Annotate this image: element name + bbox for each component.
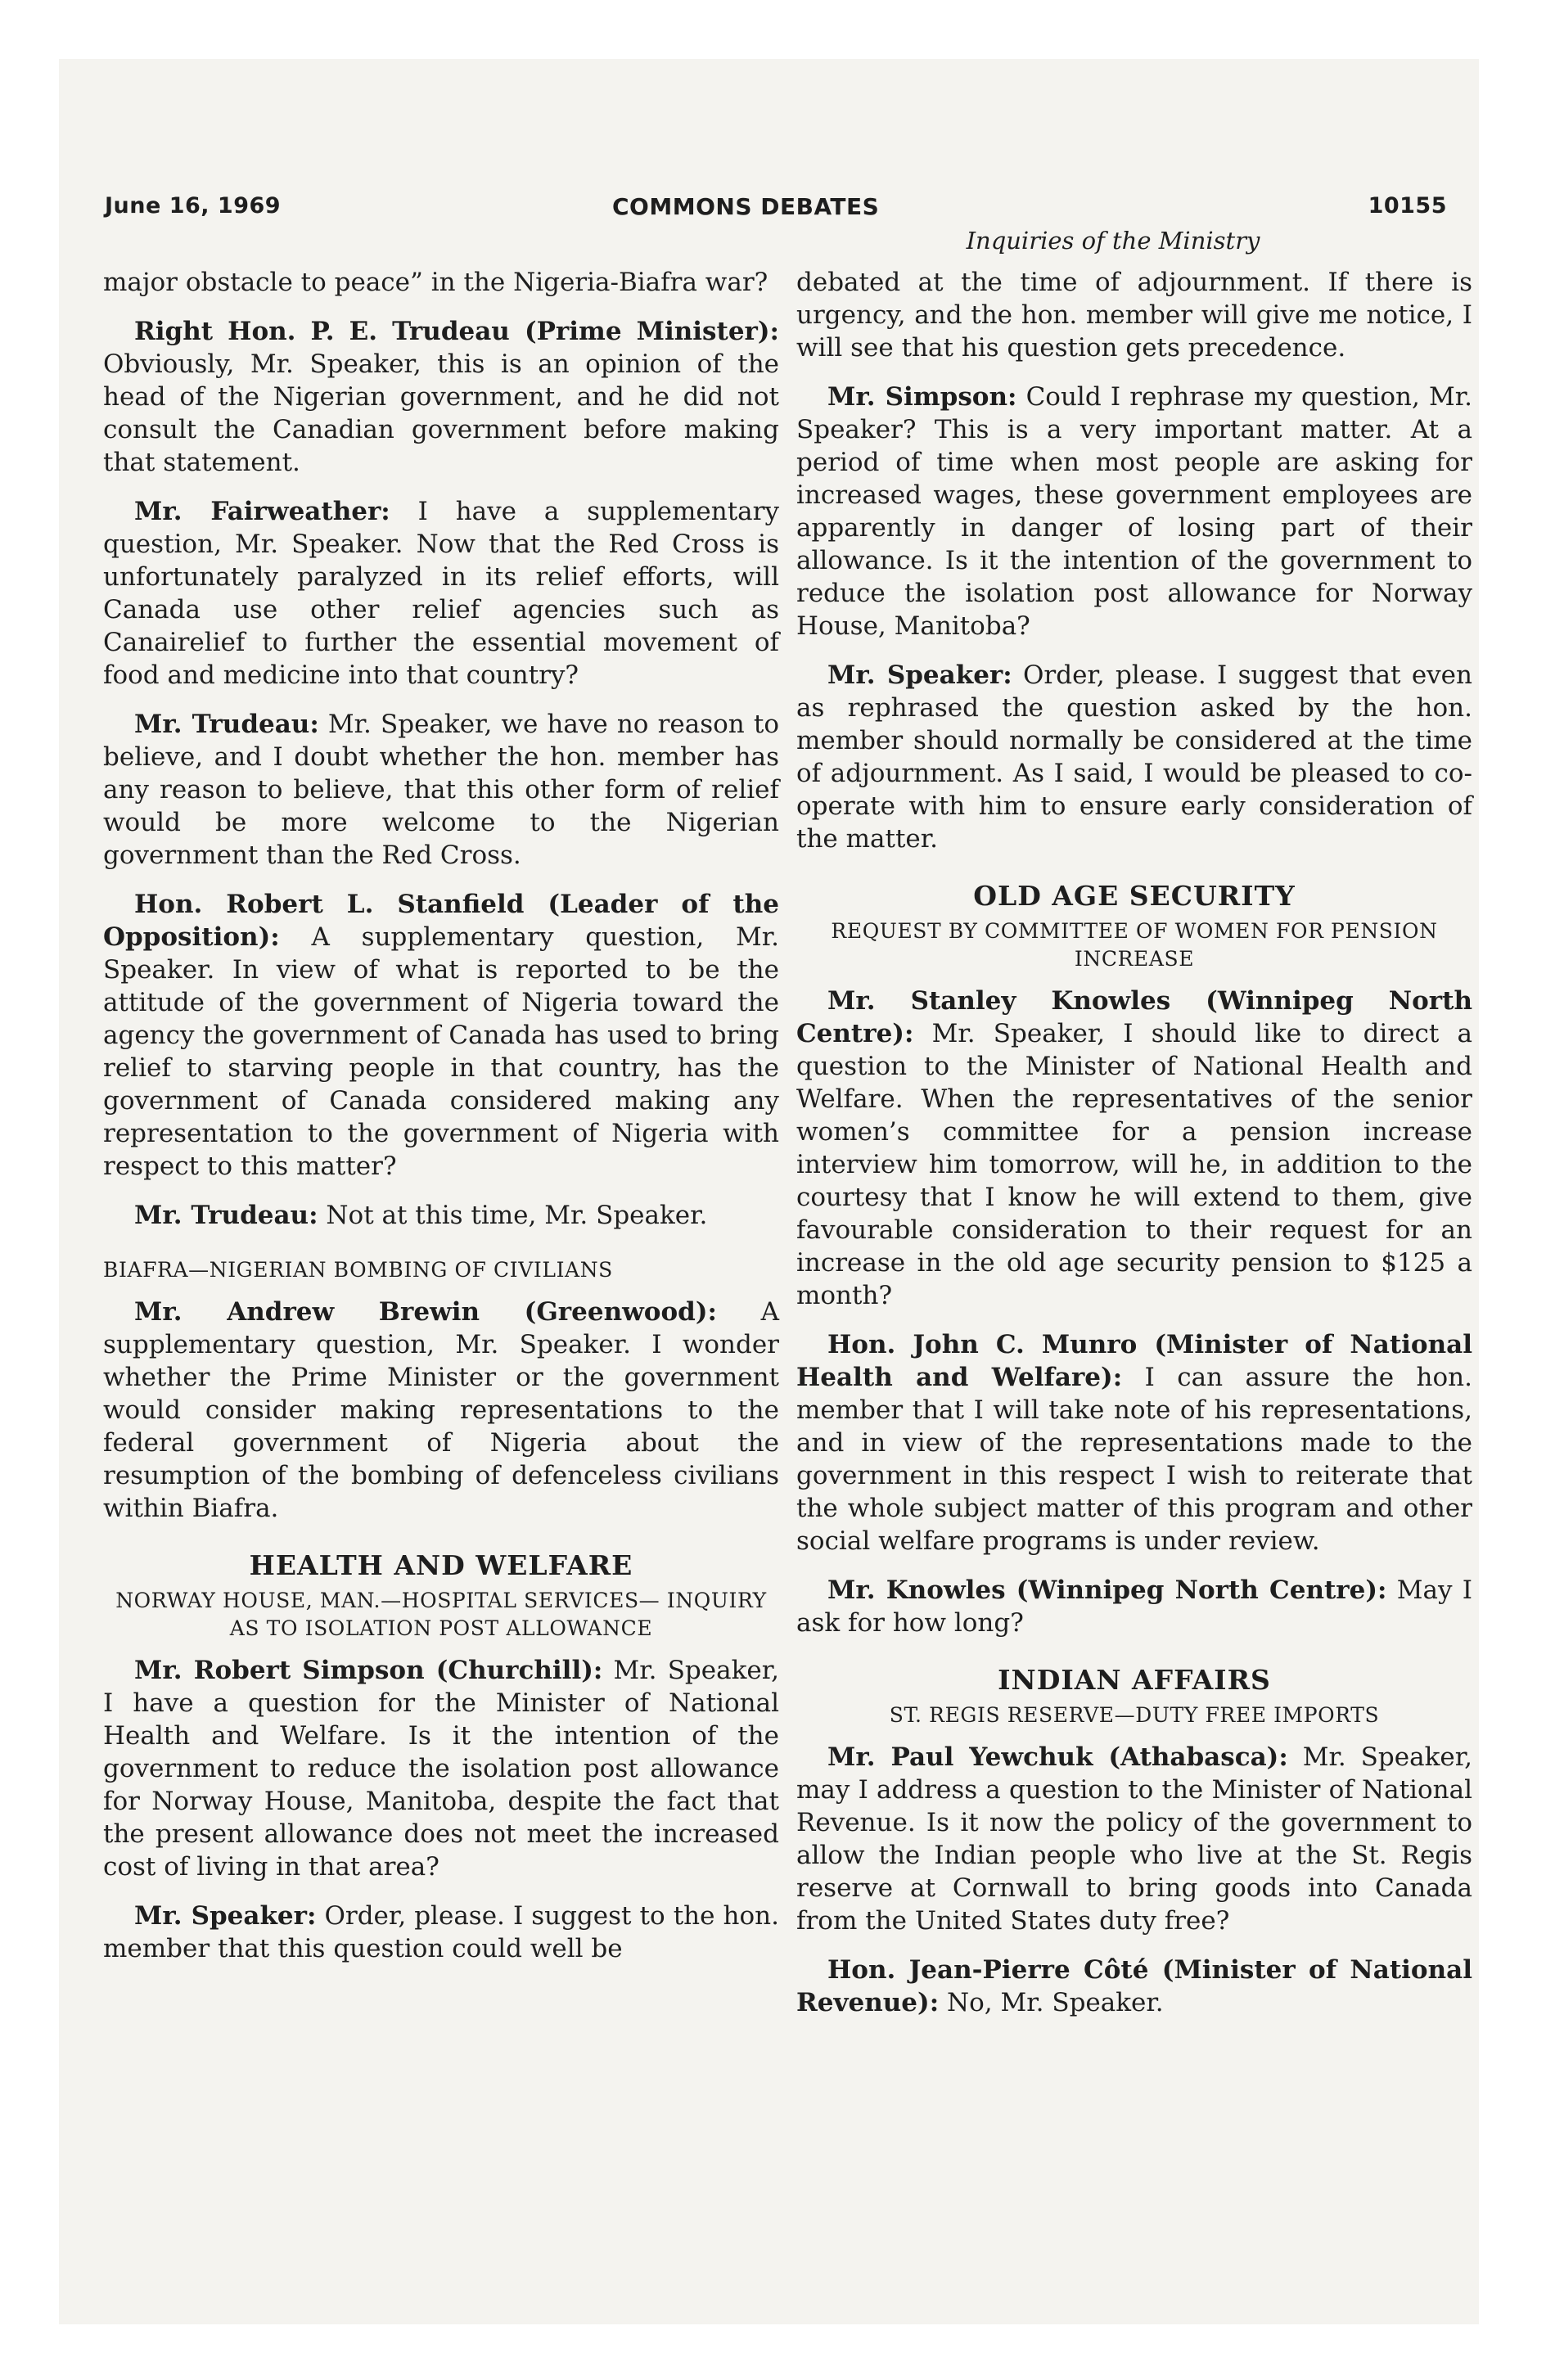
paragraph-text: Order, please. I suggest that even as rephrased the question asked by the hon. member should normally be considered at the time of adjournment. As I said, I would be pleased to co-operate with him to ensure early consideration of the matter. bbox=[796, 660, 1472, 854]
subsection-heading: ST. REGIS RESERVE—DUTY FREE IMPORTS bbox=[889, 1703, 1380, 1727]
paragraph bbox=[103, 315, 779, 479]
subsection-heading: NORWAY HOUSE, MAN.—HOSPITAL SERVICES— INQUIRY AS TO ISOLATION POST ALLOWANCE bbox=[115, 1589, 767, 1640]
speaker-name: Mr. Knowles (Winnipeg North Centre): bbox=[827, 1575, 1387, 1605]
paragraph-text: Not at this time, Mr. Speaker. bbox=[318, 1201, 708, 1230]
speaker-name: Mr. Fairweather: bbox=[134, 497, 390, 526]
paragraph bbox=[103, 1654, 779, 1883]
paragraph bbox=[796, 381, 1472, 642]
paragraph-text: Could I rephrase my question, Mr. Speaker? This is a very important matter. At a period of time when most people are asking for increased wages, these government employees are apparently in danger of losing part of their allowance. Is it the intention of the government to reduce the isolation post allowance for Norway House, Manitoba? bbox=[796, 382, 1473, 641]
speaker-name: Mr. Andrew Brewin (Greenwood): bbox=[134, 1297, 717, 1327]
paragraph bbox=[796, 1574, 1472, 1639]
paragraph-text: I have a supplementary question, Mr. Speaker. Now that the Red Cross is unfortunately paralyzed in its relief efforts, will Canada use other relief agencies such as Canairelief to further the essential movement of food and medicine into that country? bbox=[103, 497, 779, 690]
paragraph bbox=[103, 1199, 779, 1232]
section-heading: OLD AGE SECURITY bbox=[973, 880, 1296, 912]
speaker-name: Hon. Jean-Pierre Côté (Minister of National Revenue): bbox=[796, 1955, 1472, 2017]
speaker-name: Mr. Robert Simpson (Churchill): bbox=[134, 1656, 603, 1685]
page-header bbox=[105, 187, 1447, 229]
header-date: June 16, 1969 bbox=[105, 193, 282, 219]
paragraph-text: Mr. Speaker, we have no reason to believe, and I doubt whether the hon. member has any reason to believe, that this other form of relief would be more welcome to the Nigerian government than the Red Cross. bbox=[103, 710, 779, 870]
paragraph bbox=[103, 708, 779, 872]
paragraph-text: No, Mr. Speaker. bbox=[939, 1988, 1164, 2017]
paragraph-text: Mr. Speaker, may I address a question to the Minister of National Revenue. Is it now the policy of the government to allow the Indian people who live at the St. Regis reserve at Cornwall to bring goods into Canada from the United States duty free? bbox=[796, 1742, 1472, 1936]
paragraph bbox=[103, 266, 779, 299]
paragraph-text: debated at the time of adjournment. If there is urgency, and the hon. member will give me notice, I will see that his question gets precedence. bbox=[796, 268, 1472, 363]
paragraph-text: Obviously, Mr. Speaker, this is an opinion of the head of the Nigerian government, and he did not consult the Canadian government before making that statement. bbox=[103, 349, 779, 477]
paragraph-text: I can assure the hon. member that I will take note of his representations, and in view of the representations made to the government in this respect I wish to reiterate that the whole subject matter of this program and other social welfare programs is under review. bbox=[796, 1363, 1472, 1556]
subsection-heading: BIAFRA—NIGERIAN BOMBING OF CIVILIANS bbox=[103, 1258, 613, 1282]
paragraph bbox=[796, 1741, 1472, 1937]
paragraph-text: major obstacle to peace” in the Nigeria-Biafra war? bbox=[103, 268, 768, 297]
paragraph bbox=[796, 985, 1472, 1312]
paragraph bbox=[103, 495, 779, 692]
speaker-name: Mr. Trudeau: bbox=[134, 1201, 318, 1230]
paragraph bbox=[796, 1328, 1472, 1557]
section-heading: INDIAN AFFAIRS bbox=[998, 1664, 1271, 1696]
speaker-name: Right Hon. P. E. Trudeau (Prime Minister): bbox=[134, 317, 779, 346]
header-title: COMMONS DEBATES bbox=[612, 193, 880, 220]
paragraph bbox=[103, 1900, 779, 1965]
header-page-number: 10155 bbox=[1368, 193, 1447, 219]
section-heading: HEALTH AND WELFARE bbox=[249, 1549, 633, 1581]
paragraph-text: Mr. Speaker, I should like to direct a question to the Minister of National Health and Welfare. When the representatives of the senior women’s committee for a pension increase interview him tomorrow, will he, in addition to the courtesy that I know he will extend to them, give favourable consideration to their request for an increase in the old age security pension to $125 a month? bbox=[796, 1019, 1472, 1310]
paragraph-text: A supplementary question, Mr. Speaker. I wonder whether the Prime Minister or the government would consider making representations to the federal government of Nigeria about the resumption of the bombing of defenceless civilians within Biafra. bbox=[103, 1297, 779, 1523]
speaker-name: Mr. Trudeau: bbox=[134, 710, 319, 739]
header-subheading: Inquiries of the Ministry bbox=[966, 227, 1260, 255]
paragraph bbox=[796, 1954, 1472, 2019]
subsection-heading: REQUEST BY COMMITTEE OF WOMEN FOR PENSION INCREASE bbox=[831, 919, 1438, 971]
speaker-name: Hon. Robert L. Stanfield (Leader of the Opposition): bbox=[103, 890, 779, 952]
paragraph bbox=[103, 1296, 779, 1525]
paragraph-text: Mr. Speaker, I have a question for the Minister of National Health and Welfare. Is it the intention of the government to reduce the isolation post allowance for Norway House, Manitoba, despite the fact that the present allowance does not meet the increased cost of living in that area? bbox=[103, 1656, 780, 1882]
paragraph-text: Order, please. I suggest to the hon. member that this question could well be bbox=[103, 1901, 779, 1963]
paragraph-text: May I ask for how long? bbox=[796, 1575, 1472, 1638]
left-column bbox=[103, 266, 779, 1981]
speaker-name: Mr. Stanley Knowles (Winnipeg North Centre): bbox=[796, 986, 1472, 1048]
speaker-name: Hon. John C. Munro (Minister of National Health and Welfare): bbox=[796, 1330, 1472, 1392]
speaker-name: Mr. Speaker: bbox=[827, 660, 1012, 690]
right-column bbox=[796, 266, 1472, 2035]
speaker-name: Mr. Speaker: bbox=[134, 1901, 317, 1931]
paragraph-text: A supplementary question, Mr. Speaker. In view of what is reported to be the attitude of the government of Nigeria toward the agency the government of Canada has used to bring relief to starving people in that country, has the government of Canada considered making any representation to the government of Nigeria with respect to this matter? bbox=[103, 922, 779, 1181]
paragraph bbox=[103, 888, 779, 1183]
paragraph bbox=[796, 659, 1472, 855]
paragraph bbox=[796, 266, 1472, 364]
speaker-name: Mr. Simpson: bbox=[827, 382, 1017, 412]
speaker-name: Mr. Paul Yewchuk (Athabasca): bbox=[827, 1742, 1288, 1772]
